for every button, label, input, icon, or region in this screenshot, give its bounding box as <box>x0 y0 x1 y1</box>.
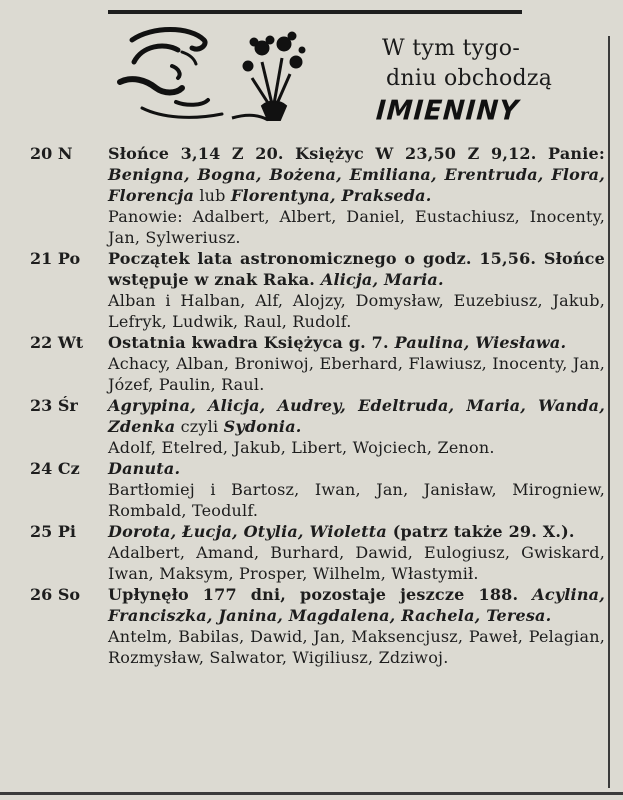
astro-info: Początek lata astronomicznego o godz. 15,56. Słońce wstępuje w znak Raka. <box>108 249 605 289</box>
day-notes <box>108 248 605 290</box>
day-entry-22 <box>30 332 605 395</box>
female-names: Dorota, Łucja, Otylia, Wioletta <box>108 522 387 541</box>
male-names: Adalbert, Amand, Burhard, Dawid, Eulogiusz, Gwiskard, Iwan, Maksym, Prosper, Wilhelm, Włastymił. <box>108 543 605 583</box>
bottom-rule <box>0 792 623 795</box>
day-entry-23 <box>30 395 605 458</box>
day-label: 25 Pi <box>30 522 76 541</box>
day-entry-25 <box>30 521 605 584</box>
day-label: 22 Wt <box>30 333 84 352</box>
header-line-1: W tym tygo- <box>382 36 521 61</box>
day-label: 23 Śr <box>30 396 78 415</box>
astro-info: Słońce 3,14 Z 20. Księżyc W 23,50 Z 9,12. Panie: <box>108 144 605 163</box>
day-label: 24 Cz <box>30 459 80 478</box>
day-entry-20 <box>30 143 605 248</box>
male-names: Panowie: Adalbert, Albert, Daniel, Eustachiusz, Inocenty, Jan, Sylweriusz. <box>108 207 605 247</box>
day-entry-26 <box>30 584 605 668</box>
right-rule <box>608 36 610 788</box>
cross-reference: (patrz także 29. X.). <box>386 522 575 541</box>
female-names: Alicja, Maria. <box>320 270 444 289</box>
female-names-cont: Sydonia. <box>223 417 302 436</box>
male-names: Achacy, Alban, Broniwoj, Eberhard, Flawiusz, Inocenty, Jan, Józef, Paulin, Raul. <box>108 354 605 394</box>
female-names: Paulina, Wiesława. <box>394 333 567 352</box>
female-names: Agrypina, Alicja, Audrey, Edeltruda, Maria, Wanda, Zdenka <box>108 396 605 436</box>
day-label: 26 So <box>30 585 81 604</box>
conjunction: czyli <box>175 417 224 436</box>
male-names: Alban i Halban, Alf, Alojzy, Domysław, Euzebiusz, Jakub, Lefryk, Ludwik, Raul, Rudolf. <box>108 291 605 331</box>
astro-info: Ostatnia kwadra Księżyca g. 7. <box>108 333 395 352</box>
day-entry-24 <box>30 458 605 521</box>
header-line-2: dniu obchodzą <box>386 66 553 91</box>
male-names: Adolf, Etelred, Jakub, Libert, Wojciech, Zenon. <box>108 438 495 457</box>
male-names: Bartłomiej i Bartosz, Iwan, Jan, Janisław, Mirogniew, Rombald, Teodulf. <box>108 480 605 520</box>
astro-info: Upłynęło 177 dni, pozostaje jeszcze 188. <box>108 585 533 604</box>
day-notes <box>108 584 605 626</box>
day-entries <box>30 143 605 668</box>
day-notes <box>108 521 605 542</box>
day-notes <box>108 332 605 353</box>
female-names: Benigna, Bogna, Bożena, Emiliana, Erentruda, Flora, Florencja <box>108 165 605 205</box>
male-names: Antelm, Babilas, Dawid, Jan, Maksencjusz, Paweł, Pelagian, Rozmysław, Salwator, Wigiliusz, Zdziwoj. <box>108 627 605 667</box>
bouquet-icon <box>232 32 305 120</box>
conjunction: lub <box>194 186 231 205</box>
female-names-cont: Florentyna, Prakseda. <box>230 186 432 205</box>
header-text <box>374 34 580 127</box>
day-notes <box>108 143 605 206</box>
face-with-bouquet-illustration <box>112 22 312 130</box>
day-notes <box>108 395 605 437</box>
header-title: IMIENINY <box>374 95 521 127</box>
day-label: 21 Po <box>30 249 81 268</box>
female-names: Acylina, Franciszka, Janina, Magdalena, Rachela, Teresa. <box>108 585 605 625</box>
day-label: 20 N <box>30 144 73 163</box>
day-entry-21 <box>30 248 605 332</box>
female-names: Danuta. <box>108 459 181 478</box>
day-notes <box>108 458 605 479</box>
top-rule <box>108 10 522 14</box>
